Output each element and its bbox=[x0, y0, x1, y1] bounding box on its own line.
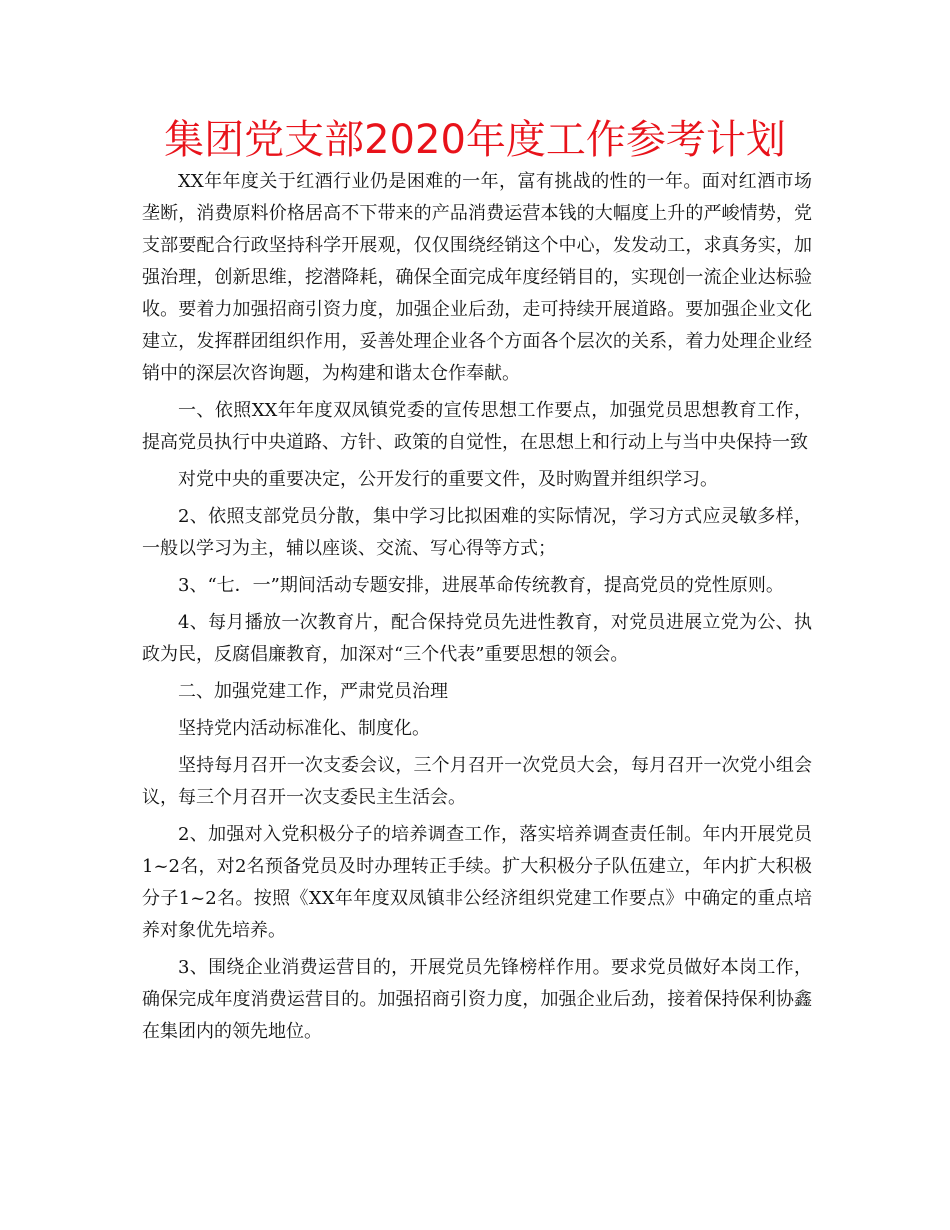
paragraph-section-1: 一、依照XX年年度双凤镇党委的宣传思想工作要点，加强党员思想教育工作，提高党员执行中央道路、方针、政策的自觉性，在思想上和行动上与当中央保持一致 bbox=[142, 400, 812, 453]
paragraph-item: 对党中央的重要决定，公开发行的重要文件，及时购置并组织学习。 bbox=[178, 469, 718, 490]
paragraph-item: 2、加强对入党积极分子的培养调查工作，落实培养调查责任制。年内开展党员1~2名，对2名预备党员及时办理转正手续。扩大积极分子队伍建立，年内扩大积极分子1~2名。按照《XX年年度双凤镇非公经济组织党建工作要点》中确定的重点培养对象优先培养。 bbox=[142, 824, 812, 941]
paragraph-item: 坚持每月召开一次支委会议，三个月召开一次党员大会，每月召开一次党小组会议，每三个月召开一次支委民主生活会。 bbox=[142, 755, 812, 808]
paragraph-section-2: 二、加强党建工作，严肃党员治理 bbox=[178, 681, 448, 702]
paragraph-intro: XX年年度关于红酒行业仍是困难的一年，富有挑战的性的一年。面对红酒市场垄断，消费原料价格居高不下带来的产品消费运营本钱的大幅度上升的严峻情势，党支部要配合行政坚持科学开展观，仅仅围绕经销这个中心，发发动工，求真务实，加强治理，创新思维，挖潜降耗，确保全面完成年度经销目的，实现创一流企业达标验收。要着力加强招商引资力度，加强企业后劲，走可持续开展道路。要加强企业文化建立，发挥群团组织作用，妥善处理企业各个方面各个层次的关系，着力处理企业经销中的深层次咨询题，为构建和谐太仓作奉献。 bbox=[142, 171, 812, 384]
paragraph-item: 3、“七．一”期间活动专题安排，进展革命传统教育，提高党员的党性原则。 bbox=[178, 575, 784, 596]
paragraph-item: 2、依照支部党员分散，集中学习比拟困难的实际情况，学习方式应灵敏多样，一般以学习为主，辅以座谈、交流、写心得等方式； bbox=[142, 506, 812, 559]
document-body bbox=[142, 166, 812, 1053]
document-title: 集团党支部2020年度工作参考计划 bbox=[164, 117, 786, 163]
paragraph-item: 3、围绕企业消费运营目的，开展党员先锋榜样作用。要求党员做好本岗工作，确保完成年度消费运营目的。加强招商引资力度，加强企业后劲，接着保持保利协鑫在集团内的领先地位。 bbox=[142, 957, 812, 1042]
paragraph-item: 4、每月播放一次教育片，配合保持党员先进性教育，对党员进展立党为公、执政为民，反腐倡廉教育，加深对“三个代表”重要思想的领会。 bbox=[142, 612, 812, 665]
paragraph-item: 坚持党内活动标准化、制度化。 bbox=[178, 718, 430, 739]
